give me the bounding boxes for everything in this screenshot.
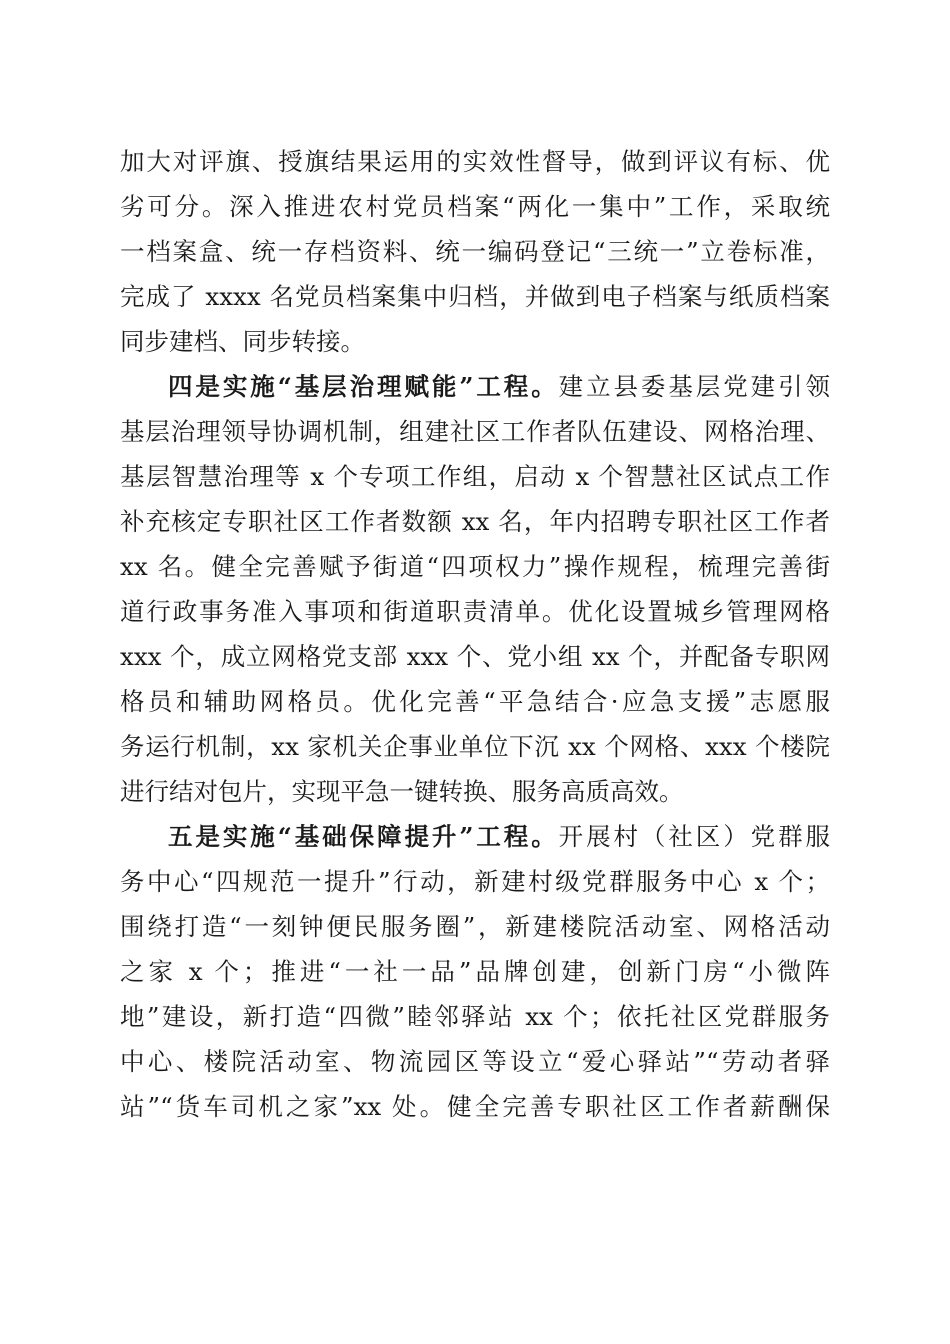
text-line: 务中心“四规范一提升”行动，新建村级党群服务中心 x 个； xyxy=(120,867,830,896)
text-line: 道行政事务准入事项和街道职责清单。优化设置城乡管理网格 xyxy=(120,597,830,626)
text-line: 完成了 xxxx 名党员档案集中归档，并做到电子档案与纸质档案 xyxy=(120,282,830,311)
text-line: 一档案盒、统一存档资料、统一编码登记“三统一”立卷标准， xyxy=(120,237,830,266)
text-line: 基层治理领导协调机制，组建社区工作者队伍建设、网格治理、 xyxy=(120,417,830,446)
text-line: xxx 个，成立网格党支部 xxx 个、党小组 xx 个，并配备专职网 xyxy=(120,642,830,671)
text-line: 地”建设，新打造“四微”睦邻驿站 xx 个；依托社区党群服务 xyxy=(120,1002,830,1031)
paragraph-heading-line: 四是实施“基层治理赋能”工程。建立县委基层党建引领 xyxy=(168,372,830,401)
text-line: 加大对评旗、授旗结果运用的实效性督导，做到评议有标、优 xyxy=(120,147,830,176)
text-line: 进行结对包片，实现平急一键转换、服务高质高效。 xyxy=(120,777,684,806)
text-line: xx 名。健全完善赋予街道“四项权力”操作规程，梳理完善街 xyxy=(120,552,830,581)
section-heading-four: 四是实施“基层治理赋能”工程。 xyxy=(168,372,559,401)
section-heading-five: 五是实施“基础保障提升”工程。 xyxy=(168,822,559,851)
paragraph-heading-line: 五是实施“基础保障提升”工程。开展村（社区）党群服 xyxy=(168,822,830,851)
text-line: 同步建档、同步转接。 xyxy=(120,327,365,356)
text-line: 格员和辅助网格员。优化完善“平急结合·应急支援”志愿服 xyxy=(120,687,830,716)
text-line: 站”“货车司机之家”xx 处。健全完善专职社区工作者薪酬保 xyxy=(120,1092,830,1121)
text-line: 补充核定专职社区工作者数额 xx 名，年内招聘专职社区工作者 xyxy=(120,507,830,536)
text-line: 基层智慧治理等 x 个专项工作组，启动 x 个智慧社区试点工作 xyxy=(120,462,830,491)
text-line: 围绕打造“一刻钟便民服务圈”，新建楼院活动室、网格活动 xyxy=(120,912,830,941)
text-line: 中心、楼院活动室、物流园区等设立“爱心驿站”“劳动者驿 xyxy=(120,1047,830,1076)
text-line: 劣可分。深入推进农村党员档案“两化一集中”工作，采取统 xyxy=(120,192,830,221)
text-line: 之家 x 个；推进“一社一品”品牌创建，创新门房“小微阵 xyxy=(120,957,830,986)
text-line: 务运行机制，xx 家机关企事业单位下沉 xx 个网格、xxx 个楼院 xyxy=(120,732,830,761)
